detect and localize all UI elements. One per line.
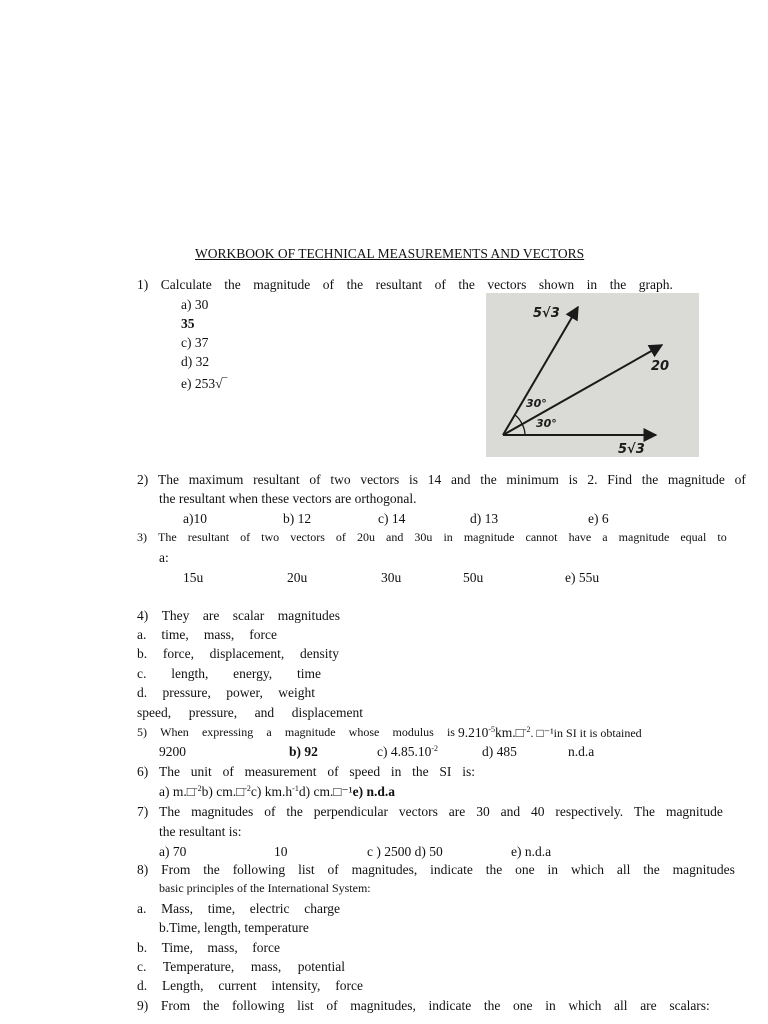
word: which bbox=[568, 998, 602, 1013]
word: cannot bbox=[525, 530, 558, 544]
word: They bbox=[161, 608, 190, 623]
word: following bbox=[231, 998, 285, 1013]
word: the bbox=[202, 998, 220, 1013]
word: When bbox=[160, 725, 189, 739]
word: magnitude bbox=[463, 530, 515, 544]
question-2-line2: the resultant when these vectors are orthogonal. bbox=[159, 491, 417, 506]
word: b. bbox=[137, 646, 148, 661]
q8-option-d bbox=[137, 977, 363, 994]
q1-option-b: 35 bbox=[181, 316, 195, 331]
word: The bbox=[158, 530, 177, 544]
word: magnitudes bbox=[191, 804, 254, 819]
word: potential bbox=[297, 959, 345, 974]
word: the bbox=[480, 472, 497, 487]
word: the bbox=[346, 277, 364, 292]
q8-option-c bbox=[137, 958, 345, 975]
word: one bbox=[513, 998, 533, 1013]
word: Length, bbox=[161, 978, 204, 993]
q8-option-a bbox=[137, 900, 340, 917]
word: density bbox=[300, 646, 339, 661]
word: pressure, bbox=[188, 705, 238, 720]
question-5 bbox=[137, 724, 642, 742]
word: indicate bbox=[430, 862, 473, 877]
q5-value: $9.210^{-5}km.□^{-2}$. □⁻¹in SI it is obtained bbox=[458, 725, 642, 740]
word: the bbox=[609, 277, 627, 292]
word: two bbox=[261, 530, 280, 544]
word: a bbox=[266, 725, 272, 739]
word: mass, bbox=[250, 959, 282, 974]
question-1 bbox=[137, 276, 673, 293]
word: magnitude bbox=[253, 277, 311, 292]
word: speed bbox=[349, 764, 381, 779]
word: power, bbox=[226, 685, 263, 700]
q4-option-d bbox=[137, 684, 315, 701]
question-5-words bbox=[137, 724, 455, 741]
word: the bbox=[641, 472, 659, 487]
q5-option-d: d) 485 bbox=[482, 744, 517, 759]
word: respectively. bbox=[555, 804, 624, 819]
word: to bbox=[717, 530, 727, 544]
word: intensity, bbox=[271, 978, 321, 993]
label-bottom-vector: 5√3 bbox=[618, 442, 645, 457]
word: the bbox=[458, 277, 475, 292]
q8-option-b-inline: b.Time, length, temperature bbox=[159, 920, 309, 935]
word: and bbox=[450, 472, 471, 487]
word: perpendicular bbox=[313, 804, 388, 819]
word: The bbox=[159, 804, 181, 819]
word: resultant bbox=[375, 277, 423, 292]
q7-option-a: a) 70 bbox=[159, 844, 187, 859]
word: 6) bbox=[137, 764, 149, 779]
word: graph. bbox=[638, 277, 673, 292]
word: following bbox=[232, 862, 286, 877]
question-3-line2: a: bbox=[159, 550, 169, 565]
word: d. bbox=[137, 685, 148, 700]
word: is bbox=[446, 725, 455, 739]
q1-option-e: e) 253√‾ bbox=[181, 376, 228, 391]
word: of bbox=[222, 764, 234, 779]
word: in bbox=[443, 530, 453, 544]
word: Find bbox=[607, 472, 632, 487]
word: force, bbox=[162, 646, 194, 661]
word: 1) bbox=[137, 277, 149, 292]
q5-option-e: n.d.a bbox=[568, 744, 595, 759]
q3-option-c: 30u bbox=[381, 570, 402, 585]
word: Mass, bbox=[161, 901, 193, 916]
vector-diagram bbox=[486, 293, 699, 457]
word: c. bbox=[137, 666, 147, 681]
q4-option-a bbox=[137, 626, 277, 643]
word: 3) bbox=[137, 530, 147, 544]
word: 4) bbox=[137, 608, 149, 623]
word: Time, bbox=[161, 940, 193, 955]
word: and bbox=[254, 705, 275, 720]
word: speed, bbox=[137, 705, 172, 720]
word: in bbox=[586, 277, 598, 292]
word: of bbox=[264, 804, 276, 819]
q3-option-e: e) 55u bbox=[565, 570, 600, 585]
question-9 bbox=[137, 997, 710, 1014]
word: list bbox=[298, 862, 315, 877]
word: the bbox=[286, 804, 303, 819]
word: vectors bbox=[487, 277, 527, 292]
word: a. bbox=[137, 901, 147, 916]
word: c. bbox=[137, 959, 147, 974]
word: whose bbox=[348, 725, 380, 739]
word: time bbox=[296, 666, 321, 681]
word: The bbox=[159, 764, 181, 779]
word: of bbox=[434, 277, 446, 292]
word: is bbox=[568, 472, 578, 487]
word: minimum bbox=[506, 472, 559, 487]
word: two bbox=[330, 472, 351, 487]
q2-option-c: c) 14 bbox=[378, 511, 406, 526]
word: magnitude bbox=[667, 472, 725, 487]
word: are bbox=[202, 608, 220, 623]
word: modulus bbox=[392, 725, 434, 739]
word: pressure, bbox=[162, 685, 211, 700]
word: the bbox=[483, 998, 501, 1013]
word: magnitudes, bbox=[351, 862, 418, 877]
word: a bbox=[602, 530, 608, 544]
word: of bbox=[322, 277, 335, 292]
question-8-line2: basic principles of the International System: bbox=[159, 881, 371, 895]
word: 30u bbox=[414, 530, 433, 544]
word: From bbox=[160, 998, 191, 1013]
word: force bbox=[249, 627, 277, 642]
word: the bbox=[643, 862, 660, 877]
question-7-line2: the resultant is: bbox=[159, 824, 242, 839]
question-7 bbox=[137, 803, 723, 820]
question-2 bbox=[137, 471, 746, 488]
word: of bbox=[309, 472, 321, 487]
word: the bbox=[412, 764, 429, 779]
q4-option-b bbox=[137, 645, 339, 662]
question-4 bbox=[137, 607, 340, 624]
label-angle-lower: 30° bbox=[536, 417, 557, 430]
q3-option-b: 20u bbox=[287, 570, 308, 585]
q3-option-a: 15u bbox=[183, 570, 204, 585]
word: a. bbox=[137, 627, 147, 642]
word: mass, bbox=[203, 627, 235, 642]
label-angle-upper: 30° bbox=[526, 397, 547, 410]
word: have bbox=[568, 530, 592, 544]
word: magnitude bbox=[618, 530, 670, 544]
q2-option-a: a)10 bbox=[183, 511, 207, 526]
word: d. bbox=[137, 978, 148, 993]
word: vectors bbox=[360, 472, 400, 487]
word: From bbox=[161, 862, 191, 877]
word: maximum bbox=[188, 472, 244, 487]
word: magnitude bbox=[284, 725, 336, 739]
question-6 bbox=[137, 763, 475, 780]
word: 40 bbox=[531, 804, 545, 819]
word: displacement, bbox=[209, 646, 285, 661]
word: equal bbox=[680, 530, 707, 544]
word: 2) bbox=[137, 472, 149, 487]
word: Temperature, bbox=[162, 959, 235, 974]
word: electric bbox=[249, 901, 290, 916]
word: shown bbox=[538, 277, 575, 292]
q8-option-b bbox=[137, 939, 280, 956]
word: force bbox=[252, 940, 280, 955]
word: and bbox=[386, 530, 404, 544]
q6-options: a) m.□$^{-2}$b) cm.□$^{-2}$c) $km.h^{-1}d$) cm.□⁻¹e) n.d.a bbox=[159, 784, 396, 799]
word: measurement bbox=[244, 764, 317, 779]
q1-option-c: c) 37 bbox=[181, 335, 209, 350]
word: 30 bbox=[476, 804, 490, 819]
word: the bbox=[485, 862, 503, 877]
word: The bbox=[157, 472, 179, 487]
q2-option-b: b) 12 bbox=[283, 511, 312, 526]
word: displacement bbox=[291, 705, 363, 720]
word: of bbox=[326, 998, 338, 1013]
word: vectors bbox=[398, 804, 438, 819]
word: time, bbox=[161, 627, 189, 642]
q1-option-a: a) 30 bbox=[181, 297, 209, 312]
word: of bbox=[335, 530, 346, 544]
word: is: bbox=[462, 764, 475, 779]
word: all bbox=[614, 998, 628, 1013]
word: is bbox=[409, 472, 419, 487]
word: 9) bbox=[137, 998, 149, 1013]
q4-option-e bbox=[137, 704, 363, 721]
word: SI bbox=[439, 764, 452, 779]
word: of bbox=[240, 530, 251, 544]
word: length, bbox=[171, 666, 209, 681]
word: charge bbox=[304, 901, 340, 916]
word: magnitudes bbox=[277, 608, 340, 623]
word: of bbox=[327, 764, 339, 779]
word: 8) bbox=[137, 862, 149, 877]
question-3 bbox=[137, 529, 727, 546]
word: and bbox=[500, 804, 521, 819]
word: time, bbox=[207, 901, 236, 916]
word: force bbox=[335, 978, 363, 993]
word: The bbox=[634, 804, 656, 819]
question-8 bbox=[137, 861, 735, 878]
figure-background bbox=[486, 293, 699, 457]
word: are bbox=[448, 804, 466, 819]
word: all bbox=[616, 862, 631, 877]
q5-option-c: c) $4.85.10^{-2}$ bbox=[377, 744, 439, 759]
word: b. bbox=[137, 940, 148, 955]
word: Calculate bbox=[160, 277, 212, 292]
word: current bbox=[218, 978, 257, 993]
word: resultant bbox=[187, 530, 230, 544]
word: scalars: bbox=[669, 998, 710, 1013]
q7-option-b: 10 bbox=[274, 844, 288, 859]
q7-option-e: e) n.d.a bbox=[511, 844, 552, 859]
q1-option-d: d) 32 bbox=[181, 354, 210, 369]
word: the bbox=[203, 862, 220, 877]
word: 2. bbox=[587, 472, 598, 487]
q2-option-d: d) 13 bbox=[470, 511, 499, 526]
word: one bbox=[515, 862, 535, 877]
word: vectors bbox=[290, 530, 325, 544]
word: of bbox=[734, 472, 746, 487]
word: magnitude bbox=[665, 804, 723, 819]
word: in bbox=[390, 764, 402, 779]
word: 7) bbox=[137, 804, 149, 819]
q7-option-cd: c ) 2500 d) 50 bbox=[367, 844, 443, 859]
word: resultant bbox=[253, 472, 300, 487]
label-top-vector: 5√3 bbox=[533, 306, 560, 321]
word: magnitudes, bbox=[350, 998, 416, 1013]
word: energy, bbox=[233, 666, 273, 681]
word: magnitudes bbox=[672, 862, 735, 877]
word: in bbox=[545, 998, 556, 1013]
word: weight bbox=[278, 685, 315, 700]
word: mass, bbox=[207, 940, 238, 955]
word: expressing bbox=[201, 725, 254, 739]
q4-option-c bbox=[137, 665, 321, 682]
word: 5) bbox=[137, 725, 147, 739]
word: scalar bbox=[232, 608, 265, 623]
q3-option-d: 50u bbox=[463, 570, 484, 585]
q2-option-e: e) 6 bbox=[588, 511, 609, 526]
q5-option-b: b) 92 bbox=[289, 744, 318, 759]
word: are bbox=[640, 998, 657, 1013]
word: indicate bbox=[428, 998, 472, 1013]
page-title: WORKBOOK OF TECHNICAL MEASUREMENTS AND VECTORS bbox=[195, 246, 585, 261]
word: the bbox=[224, 277, 241, 292]
word: list bbox=[297, 998, 314, 1013]
word: 20u bbox=[356, 530, 375, 544]
label-middle-vector: 20 bbox=[651, 359, 670, 374]
word: which bbox=[570, 862, 604, 877]
word: unit bbox=[190, 764, 212, 779]
word: 14 bbox=[427, 472, 442, 487]
q5-option-a: 9200 bbox=[159, 744, 186, 759]
word: in bbox=[547, 862, 559, 877]
word: of bbox=[327, 862, 339, 877]
